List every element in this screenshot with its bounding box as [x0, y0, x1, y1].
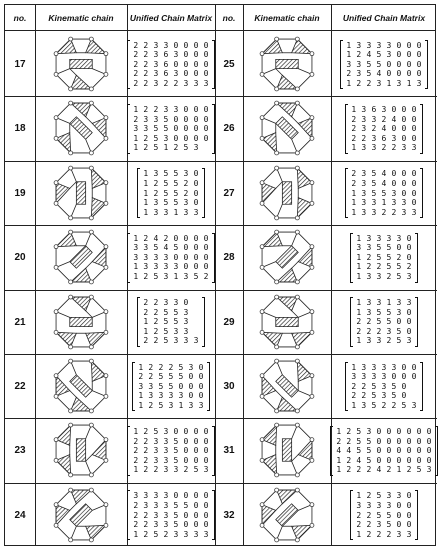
ternary-link [262, 39, 282, 54]
binary-link [292, 117, 299, 124]
matrix-row: 2 2 2 3 5 0 [356, 326, 412, 336]
binary-link [276, 391, 283, 398]
joint [295, 216, 299, 220]
matrix-row: 2 2 5 3 5 0 [351, 391, 407, 401]
kinematic-chain-cell [243, 290, 331, 355]
matrix-row: 1 3 3 3 3 0 0 [138, 391, 204, 401]
matrix-row: 1 3 5 2 2 5 3 [351, 400, 417, 410]
matrix-row: 2 3 5 4 0 0 0 0 [346, 69, 422, 79]
matrix-row: 2 3 2 4 0 0 0 [351, 124, 417, 134]
joint [310, 245, 314, 249]
joint [310, 52, 314, 56]
binary-link [292, 455, 299, 462]
matrix-row: 2 3 3 3 5 5 0 0 [133, 500, 209, 510]
joint [275, 538, 279, 542]
kinematic-chain-diagram [243, 225, 331, 289]
joint [275, 488, 279, 492]
joint [260, 394, 264, 398]
matrix-row: 1 3 3 3 3 0 0 [351, 362, 417, 372]
joint [275, 473, 279, 477]
matrix-row: 1 2 2 2 5 3 0 [138, 362, 204, 372]
matrix-row: 2 2 3 6 3 0 0 0 [133, 50, 209, 60]
matrix-row: 2 3 5 4 0 0 0 [351, 169, 417, 179]
kinematic-chain-diagram [243, 483, 331, 547]
ternary-link [262, 332, 282, 347]
ternary-link [262, 376, 276, 397]
table-row [5, 225, 435, 290]
joint [275, 295, 279, 299]
joint [295, 280, 299, 284]
ternary-link [276, 317, 298, 326]
matrix-row: 2 2 5 5 0 0 [356, 510, 412, 520]
matrix-row: 1 2 2 5 5 2 [356, 262, 412, 272]
matrix-row: 1 2 2 2 3 3 [356, 529, 412, 539]
joint [275, 166, 279, 170]
matrix-row: 2 3 3 5 0 0 0 0 [133, 114, 209, 124]
joint [295, 345, 299, 349]
row-number: 28 [223, 252, 235, 264]
header-unified-chain-matrix: Unified Chain Matrix [129, 13, 213, 23]
table-row [5, 290, 435, 355]
ternary-link [262, 232, 282, 247]
row-number: 22 [14, 381, 26, 392]
row-number: 17 [14, 59, 26, 70]
unified-chain-matrix-cell [331, 483, 437, 548]
joint [310, 523, 314, 527]
matrix-row: 1 3 3 2 5 3 [356, 272, 412, 282]
unified-chain-matrix [350, 233, 417, 283]
unified-chain-matrix-cell [331, 225, 437, 290]
joint [275, 409, 279, 413]
joint [260, 72, 264, 76]
unified-chain-matrix-cell [331, 96, 437, 161]
joint [260, 374, 264, 378]
ternary-link [262, 504, 276, 525]
matrix-row: 2 2 3 3 5 0 0 0 [133, 436, 209, 446]
joint [310, 502, 314, 506]
joint [260, 459, 264, 463]
row-divider [215, 354, 437, 355]
joint [310, 180, 314, 184]
joint [260, 330, 264, 334]
binary-link [276, 69, 283, 76]
ternary-link [298, 440, 312, 461]
joint [260, 502, 264, 506]
joint [310, 330, 314, 334]
joint [310, 137, 314, 141]
matrix-row: 1 3 3 1 3 3 [143, 207, 199, 217]
joint [310, 309, 314, 313]
ternary-link [298, 247, 312, 268]
joint [295, 101, 299, 105]
kinematic-chain-diagram [243, 96, 331, 160]
header-kinematic-chain: Kinematic chain [254, 13, 320, 23]
joint [295, 409, 299, 413]
matrix-row: 3 3 3 3 0 0 0 [351, 372, 417, 382]
matrix-row: 3 3 3 3 0 0 [356, 500, 412, 510]
joint [310, 374, 314, 378]
ternary-link [277, 397, 298, 411]
row-number: 23 [14, 445, 26, 457]
kinematic-chain-cell [243, 418, 331, 483]
kinematic-chain-cell [243, 225, 331, 290]
matrix-row: 1 2 5 3 1 3 3 [138, 400, 204, 410]
header-no: no. [222, 13, 236, 23]
joint [295, 488, 299, 492]
kinematic-chain-diagram [243, 161, 331, 225]
joint [275, 230, 279, 234]
joint [275, 423, 279, 427]
matrix-row: 2 2 5 3 3 3 [143, 336, 199, 346]
matrix-row: 2 3 5 4 0 0 0 [351, 178, 417, 188]
unified-chain-matrix [345, 104, 422, 154]
joint [295, 295, 299, 299]
joint [310, 201, 314, 205]
matrix-row: 2 2 3 3 5 0 0 0 [133, 520, 209, 530]
ternary-link [282, 439, 291, 461]
row-number: 32 [223, 509, 235, 521]
row-divider [215, 290, 437, 291]
row-divider [215, 418, 437, 419]
table-row [5, 354, 435, 419]
joint [275, 87, 279, 91]
kinematic-chain-cell [243, 161, 331, 226]
row-number: 18 [14, 123, 26, 135]
joint [260, 266, 264, 270]
ternary-link [292, 525, 312, 540]
joint [295, 37, 299, 41]
matrix-row: 2 2 3 3 5 0 0 0 [133, 446, 209, 456]
joint [260, 523, 264, 527]
row-number: 31 [223, 445, 235, 457]
matrix-row: 1 2 4 2 0 0 0 0 [133, 233, 209, 243]
joint [295, 359, 299, 363]
joint [295, 87, 299, 91]
matrix-row: 1 2 2 3 3 2 5 3 [133, 465, 209, 475]
joint [310, 394, 314, 398]
row-number: 29 [223, 316, 235, 328]
ternary-link [297, 197, 312, 217]
joint [260, 201, 264, 205]
matrix-row: 1 2 5 5 3 [143, 317, 189, 327]
unified-chain-matrix-cell [331, 354, 437, 419]
table-row [5, 483, 435, 548]
joint [275, 280, 279, 284]
joint [295, 473, 299, 477]
joint [295, 166, 299, 170]
matrix-row: 2 2 5 3 5 0 [351, 381, 407, 391]
matrix-row: 1 2 2 3 1 3 1 3 [346, 78, 422, 88]
row-divider [215, 225, 437, 226]
matrix-row: 3 3 3 3 0 0 0 0 [133, 252, 209, 262]
matrix-row: 1 2 2 2 4 2 1 2 5 3 [336, 465, 432, 475]
matrix-row: 1 3 5 5 3 0 [143, 198, 199, 208]
joint [260, 116, 264, 120]
matrix-row: 1 3 6 3 0 0 0 [351, 104, 417, 114]
matrix-row: 1 2 4 5 3 0 0 0 [346, 50, 422, 60]
ternary-link [262, 182, 276, 203]
joint [295, 423, 299, 427]
row-divider [215, 161, 437, 162]
matrix-row: 1 2 2 3 3 0 0 0 [133, 104, 209, 114]
table-header [5, 5, 435, 31]
joint [260, 438, 264, 442]
ternary-link [292, 332, 312, 347]
matrix-row: 3 3 5 4 5 0 0 0 [133, 243, 209, 253]
matrix-row: 2 2 3 3 5 0 0 0 [133, 510, 209, 520]
row-number: 19 [14, 187, 26, 199]
matrix-row: 1 2 5 3 0 0 0 0 [133, 426, 209, 436]
header-no: no. [13, 13, 27, 23]
ternary-link [282, 182, 291, 204]
ternary-link [292, 39, 312, 54]
matrix-row: 3 3 5 5 0 0 0 [138, 381, 204, 391]
kinematic-chain-cell [243, 354, 331, 419]
matrix-row: 1 2 5 3 0 0 0 0 [133, 133, 209, 143]
matrix-row: 1 2 4 5 0 0 0 0 0 0 [336, 455, 432, 465]
matrix-row: 2 2 3 3 0 0 0 0 [133, 40, 209, 50]
table-row [5, 32, 435, 97]
unified-chain-matrix-cell [331, 418, 437, 483]
kinematic-chain-diagram [243, 354, 331, 418]
matrix-row: 2 2 3 5 0 0 [356, 520, 412, 530]
matrix-row: 4 4 5 5 0 0 0 0 0 0 [336, 446, 432, 456]
joint [260, 245, 264, 249]
matrix-row: 1 2 5 2 3 3 3 3 [133, 529, 209, 539]
kinematic-chain-diagram [243, 290, 331, 354]
matrix-row: 1 2 5 5 2 0 [143, 178, 199, 188]
table-row [5, 96, 435, 161]
header-unified-chain-matrix: Unified Chain Matrix [342, 13, 426, 23]
matrix-row: 1 2 5 5 2 0 [356, 252, 412, 262]
matrix-row: 2 3 3 2 4 0 0 [351, 114, 417, 124]
matrix-row: 2 2 3 2 2 3 3 3 [133, 78, 209, 88]
joint [295, 151, 299, 155]
ternary-link [276, 59, 298, 68]
matrix-row: 2 2 3 6 0 0 0 0 [133, 59, 209, 69]
kinematic-chain-diagram [243, 418, 331, 482]
matrix-row: 3 3 3 3 0 0 0 0 [133, 491, 209, 501]
kinematic-chain-diagram [243, 32, 331, 96]
unified-chain-matrix [345, 362, 422, 412]
unified-chain-matrix [350, 297, 417, 347]
joint [260, 52, 264, 56]
ternary-link [277, 268, 298, 282]
matrix-row: 1 3 5 5 3 0 [143, 169, 199, 179]
matrix-row: 1 3 3 3 3 0 [356, 233, 412, 243]
kinematic-chain-cell [243, 96, 331, 161]
matrix-row: 1 2 5 1 2 5 3 [133, 143, 199, 153]
matrix-row: 3 3 5 5 0 0 [356, 243, 412, 253]
joint [275, 37, 279, 41]
ternary-link [298, 118, 312, 139]
matrix-row: 1 3 3 1 3 3 [356, 298, 412, 308]
matrix-row: 1 3 3 3 3 0 0 0 [133, 262, 209, 272]
ternary-link [277, 103, 298, 117]
row-number: 24 [14, 509, 26, 521]
joint [260, 137, 264, 141]
unified-chain-matrix [340, 40, 427, 90]
matrix-row: 2 2 5 5 0 0 0 0 0 0 [336, 436, 432, 446]
ternary-link [262, 133, 277, 153]
table-row [5, 161, 435, 226]
joint [260, 180, 264, 184]
matrix-row: 2 2 5 5 3 [143, 307, 189, 317]
ternary-link [297, 168, 312, 188]
unified-chain-matrix [345, 168, 422, 218]
row-number: 20 [14, 252, 26, 264]
ternary-link [262, 455, 277, 475]
kinematic-chain-cell [243, 483, 331, 548]
joint [310, 459, 314, 463]
row-number: 27 [223, 187, 235, 199]
binary-link [292, 310, 299, 317]
kinematic-chain-table [4, 4, 436, 546]
ternary-link [262, 425, 277, 445]
joint [275, 345, 279, 349]
joint [295, 230, 299, 234]
binary-link [292, 262, 299, 269]
matrix-row: 2 2 3 6 3 0 0 0 [133, 69, 209, 79]
row-number: 30 [223, 381, 235, 392]
joint [295, 538, 299, 542]
ternary-link [277, 490, 298, 504]
row-divider [215, 96, 437, 97]
matrix-row: 2 2 5 5 0 0 [356, 317, 412, 327]
ternary-link [277, 75, 298, 89]
ternary-link [297, 361, 312, 381]
joint [275, 216, 279, 220]
matrix-row: 1 3 3 2 2 3 3 [351, 143, 417, 153]
matrix-row: 1 3 3 2 2 3 3 [351, 207, 417, 217]
kinematic-chain-cell [243, 32, 331, 97]
joint [275, 359, 279, 363]
matrix-row: 1 2 5 3 3 [143, 326, 189, 336]
unified-chain-matrix-cell [331, 161, 437, 226]
matrix-row: 2 2 3 6 3 0 0 [351, 133, 417, 143]
row-number: 21 [14, 316, 26, 328]
matrix-row: 3 3 5 5 0 0 0 0 [133, 124, 209, 134]
joint [310, 116, 314, 120]
matrix-row: 1 2 5 3 1 3 5 2 [133, 272, 209, 282]
binary-link [276, 504, 283, 511]
matrix-row: 1 3 3 3 3 0 0 0 [346, 40, 422, 50]
row-number: 25 [223, 59, 235, 70]
joint [310, 72, 314, 76]
joint [310, 266, 314, 270]
matrix-row: 1 3 3 2 5 3 [356, 336, 412, 346]
matrix-row: 2 2 5 5 5 0 0 [138, 372, 204, 382]
joint [260, 309, 264, 313]
matrix-row: 2 2 3 3 0 [143, 298, 189, 308]
matrix-row: 1 2 5 3 3 0 [356, 491, 412, 501]
unified-chain-matrix [330, 426, 437, 476]
unified-chain-matrix [350, 490, 417, 540]
header-kinematic-chain: Kinematic chain [48, 13, 114, 23]
matrix-row: 1 2 5 3 0 0 0 0 0 0 [336, 426, 432, 436]
matrix-row: 1 3 5 5 3 0 [356, 307, 412, 317]
row-number: 26 [223, 123, 235, 135]
matrix-row: 1 3 5 5 3 0 0 [351, 188, 417, 198]
unified-chain-matrix-cell [331, 290, 437, 355]
row-divider [215, 483, 437, 484]
joint [310, 438, 314, 442]
joint [275, 101, 279, 105]
matrix-row: 2 2 3 3 5 0 0 0 [133, 455, 209, 465]
table-row [5, 418, 435, 483]
binary-link [276, 182, 283, 189]
matrix-row: 1 3 3 1 3 3 0 [351, 198, 417, 208]
ternary-link [277, 297, 298, 311]
matrix-row: 3 3 5 5 0 0 0 0 [346, 59, 422, 69]
matrix-row: 1 2 5 5 2 0 [143, 188, 199, 198]
joint [275, 151, 279, 155]
unified-chain-matrix-cell [331, 32, 437, 97]
